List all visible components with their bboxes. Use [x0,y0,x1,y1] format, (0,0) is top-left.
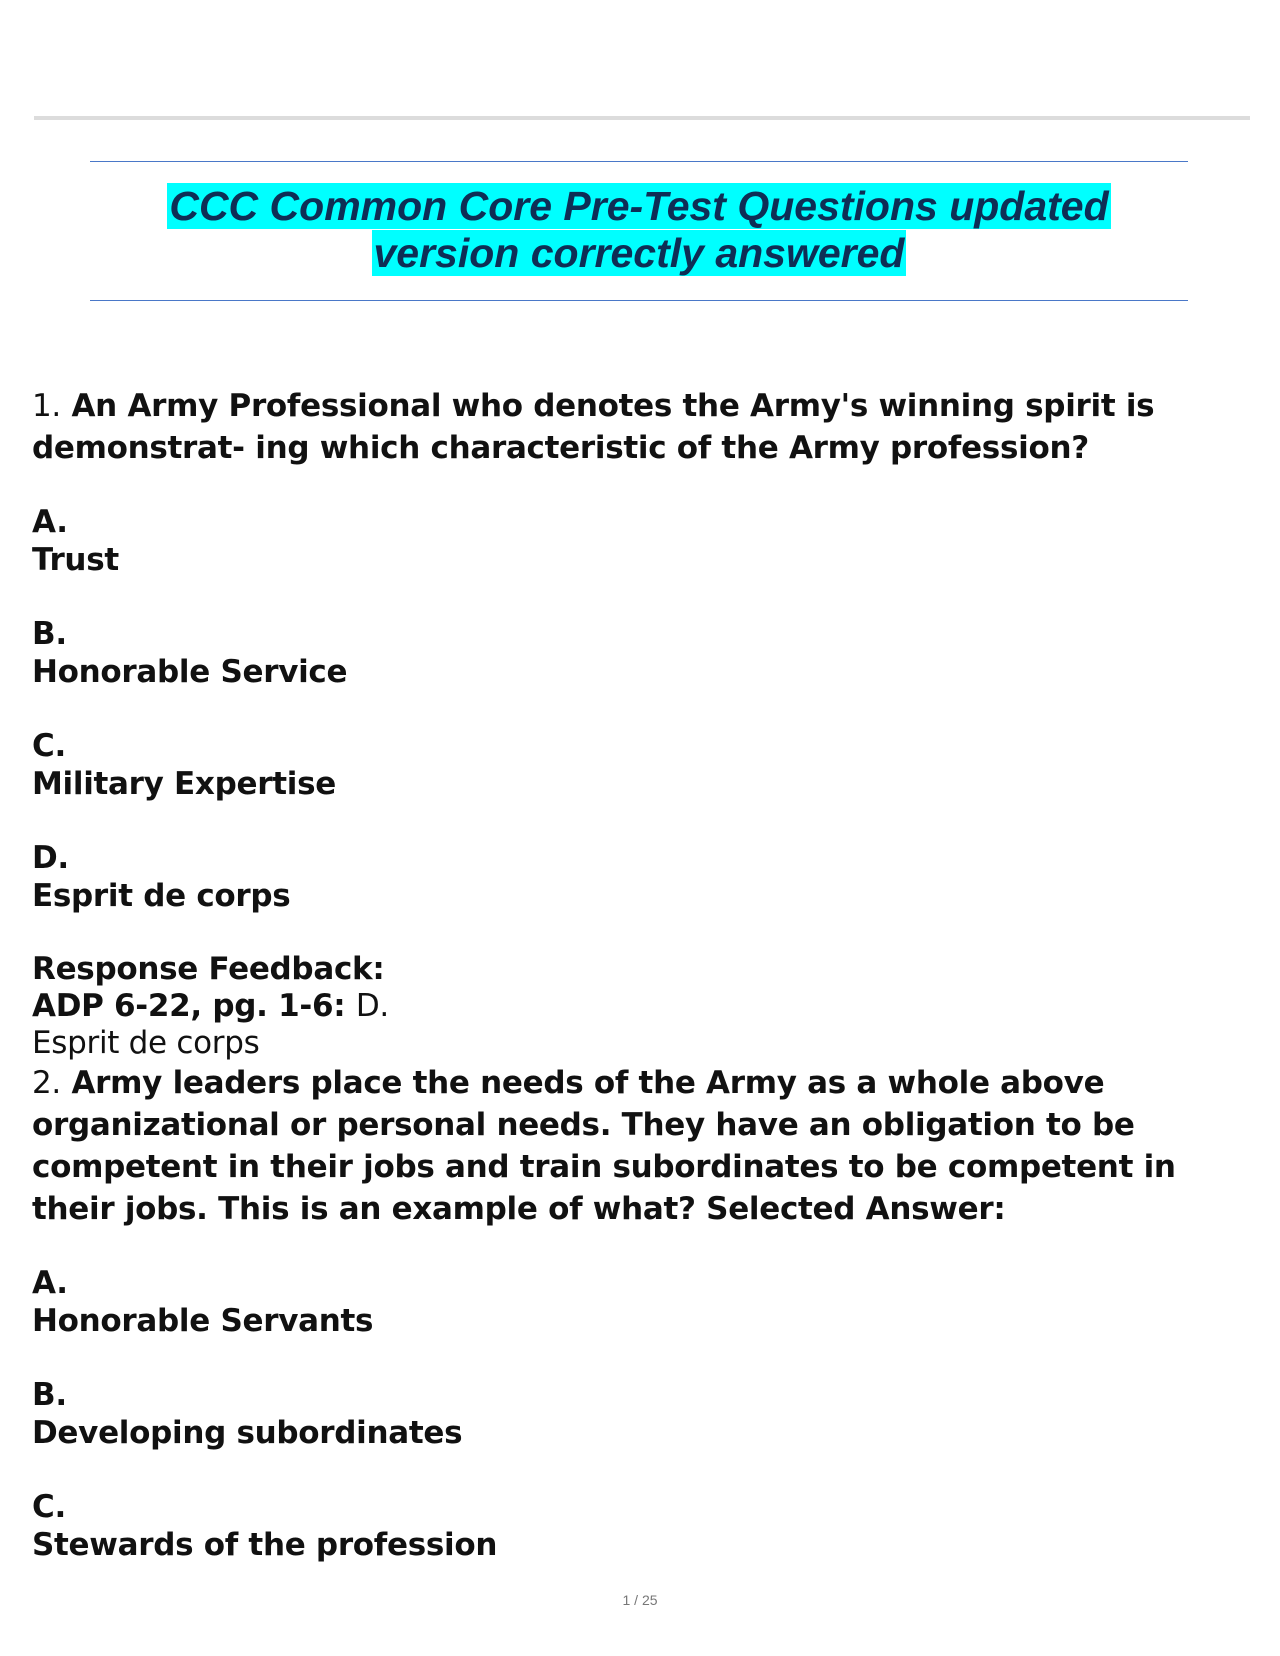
top-divider [34,116,1250,120]
question-list [32,385,1232,1564]
page-indicator: 1 / 25 [622,1592,658,1608]
title-rule-bottom [90,300,1188,301]
question-text: Army leaders place the needs of the Army as a whole above organizational or personal needs. They have an obligation to be competent in their jobs and train subordinates to be competent in their jobs. This is an example of what? Selected Answer: [32,1065,1176,1227]
option-text: Trust [32,542,119,578]
option-text: Military Expertise [32,766,336,802]
title-line-2: version correctly answered [373,230,905,276]
option-letter: B. [32,1377,67,1413]
option-text: Developing subordinates [32,1415,463,1451]
question-number: 1. [32,388,61,424]
title-line-1: CCC Common Core Pre-Test Questions updated [169,183,1109,229]
option-text: Honorable Service [32,654,348,690]
question-2 [32,1062,1232,1564]
option-letter: A. [32,1265,68,1301]
option-letter: D. [32,840,69,876]
reference-source: ADP 6-22, pg. 1-6: [32,988,346,1024]
question-2-stem [32,1062,1232,1230]
answer-text: Esprit de corps [32,1025,260,1061]
option-letter: B. [32,616,67,652]
question-1 [32,385,1232,1062]
title-rule-top [90,161,1188,162]
question-1-stem [32,385,1232,469]
option-text: Honorable Servants [32,1303,374,1339]
answer-letter: D. [355,988,389,1024]
question-number: 2. [32,1065,61,1101]
response-feedback-label: Response Feedback: [32,951,385,987]
question-text: An Army Professional who denotes the Army's winning spirit is demonstrat- ing which characteristic of the Army profession? [32,388,1155,466]
feedback-reference [32,988,1232,1025]
option-text: Esprit de corps [32,878,291,914]
document-title [90,183,1188,277]
option-letter: C. [32,1489,66,1525]
option-letter: C. [32,728,66,764]
option-letter: A. [32,504,68,540]
option-text: Stewards of the profession [32,1527,498,1563]
